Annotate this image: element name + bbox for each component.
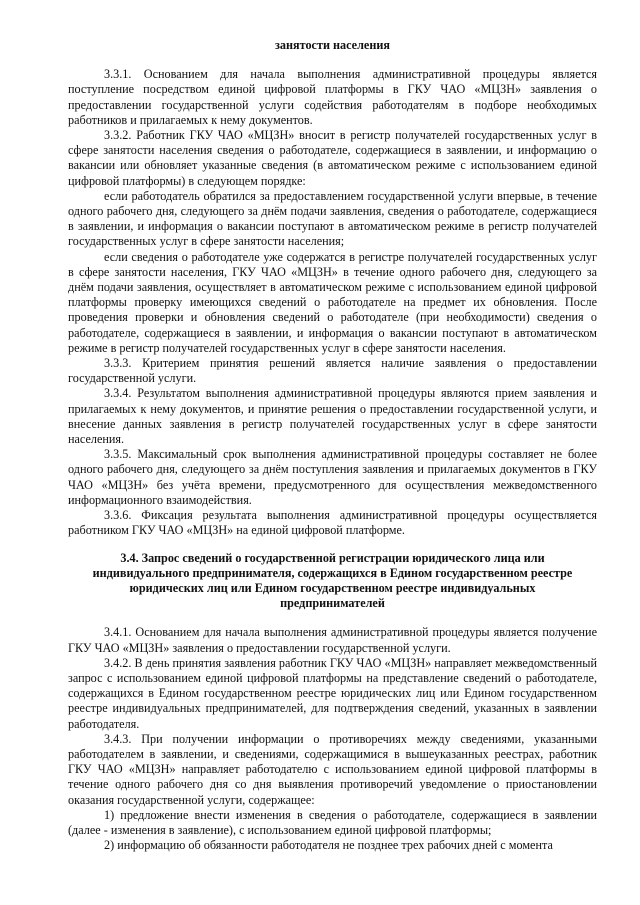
document-page: [68, 38, 597, 853]
paragraph-3-4-3: 3.4.3. При получении информации о противоречиях между сведениями, указанными работодателем в заявлении, и сведениями, содержащимися в вышеуказанных реестрах, работник ГКУ ЧАО «МЦЗН» направляет работодателю с использованием единой цифровой платформы в течение одного рабочего дня со дня выявления противоречий уведомление о приостановлении оказания государственной услуги, содержащее:: [68, 731, 597, 807]
list-item-1: 1) предложение внести изменения в сведения о работодателе, содержащиеся в заявлении (далее - изменения в заявление), с использованием единой цифровой платформы;: [68, 807, 597, 837]
paragraph-3-3-6: 3.3.6. Фиксация результата выполнения административной процедуры осуществляется работником ГКУ ЧАО «МЦЗН» на единой цифровой платформе.: [68, 508, 597, 538]
list-item-2: 2) информацию об обязанности работодателя не позднее трех рабочих дней с момента: [104, 838, 553, 853]
paragraph-3-3-5: 3.3.5. Максимальный срок выполнения административной процедуры составляет не более одного рабочего дня, следующего за днём поступления заявления и прилагаемых документов в ГКУ ЧАО «МЦЗН» без учёта времени, предусмотренного для осуществления межведомственного информационного взаимодействия.: [68, 447, 597, 507]
paragraph-3-3-1: 3.3.1. Основанием для начала выполнения административной процедуры является поступление посредством единой цифровой платформы в ГКУ ЧАО «МЦЗН» заявления о предоставлении государственной услуги содействия работодателям в подборе необходимых работников и прилагаемых к нему документов.: [68, 67, 597, 127]
paragraph-3-3-2-case-first: если работодатель обратился за предоставлением государственной услуги впервые, в течение одного рабочего дня, следующего за днём подачи заявления, сведения о работодателе, содержащиеся в заявлении, и информация о вакансии поступают в автоматическом режиме в регистр получателей государственных услуг в сфере занятости населения;: [68, 188, 597, 249]
section-3-4-title: 3.4. Запрос сведений о государственной регистрации юридического лица или индивидуального предпринимателя, содержащихся в Едином государственном реестре юридических лиц или Едином государственном реестре индивидуальных предпринимателей: [92, 550, 573, 611]
paragraph-3-4-1: 3.4.1. Основанием для начала выполнения административной процедуры является получение ГКУ ЧАО «МЦЗН» заявления о предоставлении государственной услуги.: [68, 625, 597, 655]
continued-heading: занятости населения: [275, 38, 390, 52]
paragraph-3-3-4: 3.3.4. Результатом выполнения административной процедуры являются прием заявления и прилагаемых к нему документов, и принятие решения о предоставлении государственной услуги, и внесение данных заявления в регистр получателей государственных услуг в сфере занятости населения.: [68, 386, 597, 447]
paragraph-3-3-2: 3.3.2. Работник ГКУ ЧАО «МЦЗН» вносит в регистр получателей государственных услуг в сфере занятости населения сведения о работодателе, содержащиеся в заявлении, и информацию о вакансии или обновляет указанные сведения (в автоматическом режиме с использованием единой цифровой платформы) в следующем порядке:: [68, 128, 597, 188]
paragraph-3-3-2-case-existing: если сведения о работодателе уже содержатся в регистре получателей государственных услуг в сфере занятости населения, ГКУ ЧАО «МЦЗН» в течение одного рабочего дня, следующего за днём подачи заявления, осуществляет в автоматическом режиме с использованием единой цифровой платформы проверку имеющихся сведений о работодателе на предмет их обновления. После проведения проверки и обновления сведений о работодателе (при необходимости) сведения о работодателе, содержащиеся в заявлении, и информация о вакансии поступают в автоматическом режиме в регистр получателей государственных услуг в сфере занятости населения.: [68, 249, 597, 355]
paragraph-3-3-3: 3.3.3. Критерием принятия решений является наличие заявления о предоставлении государственной услуги.: [68, 356, 597, 386]
paragraph-3-4-2: 3.4.2. В день принятия заявления работник ГКУ ЧАО «МЦЗН» направляет межведомственный запрос с использованием единой цифровой платформы на представление сведений о работодателе, содержащихся в Едином государственном реестре юридических лиц или Едином государственном реестре индивидуальных предпринимателей, для подтверждения сведений, указанных в заявлении работодателя.: [68, 655, 597, 731]
